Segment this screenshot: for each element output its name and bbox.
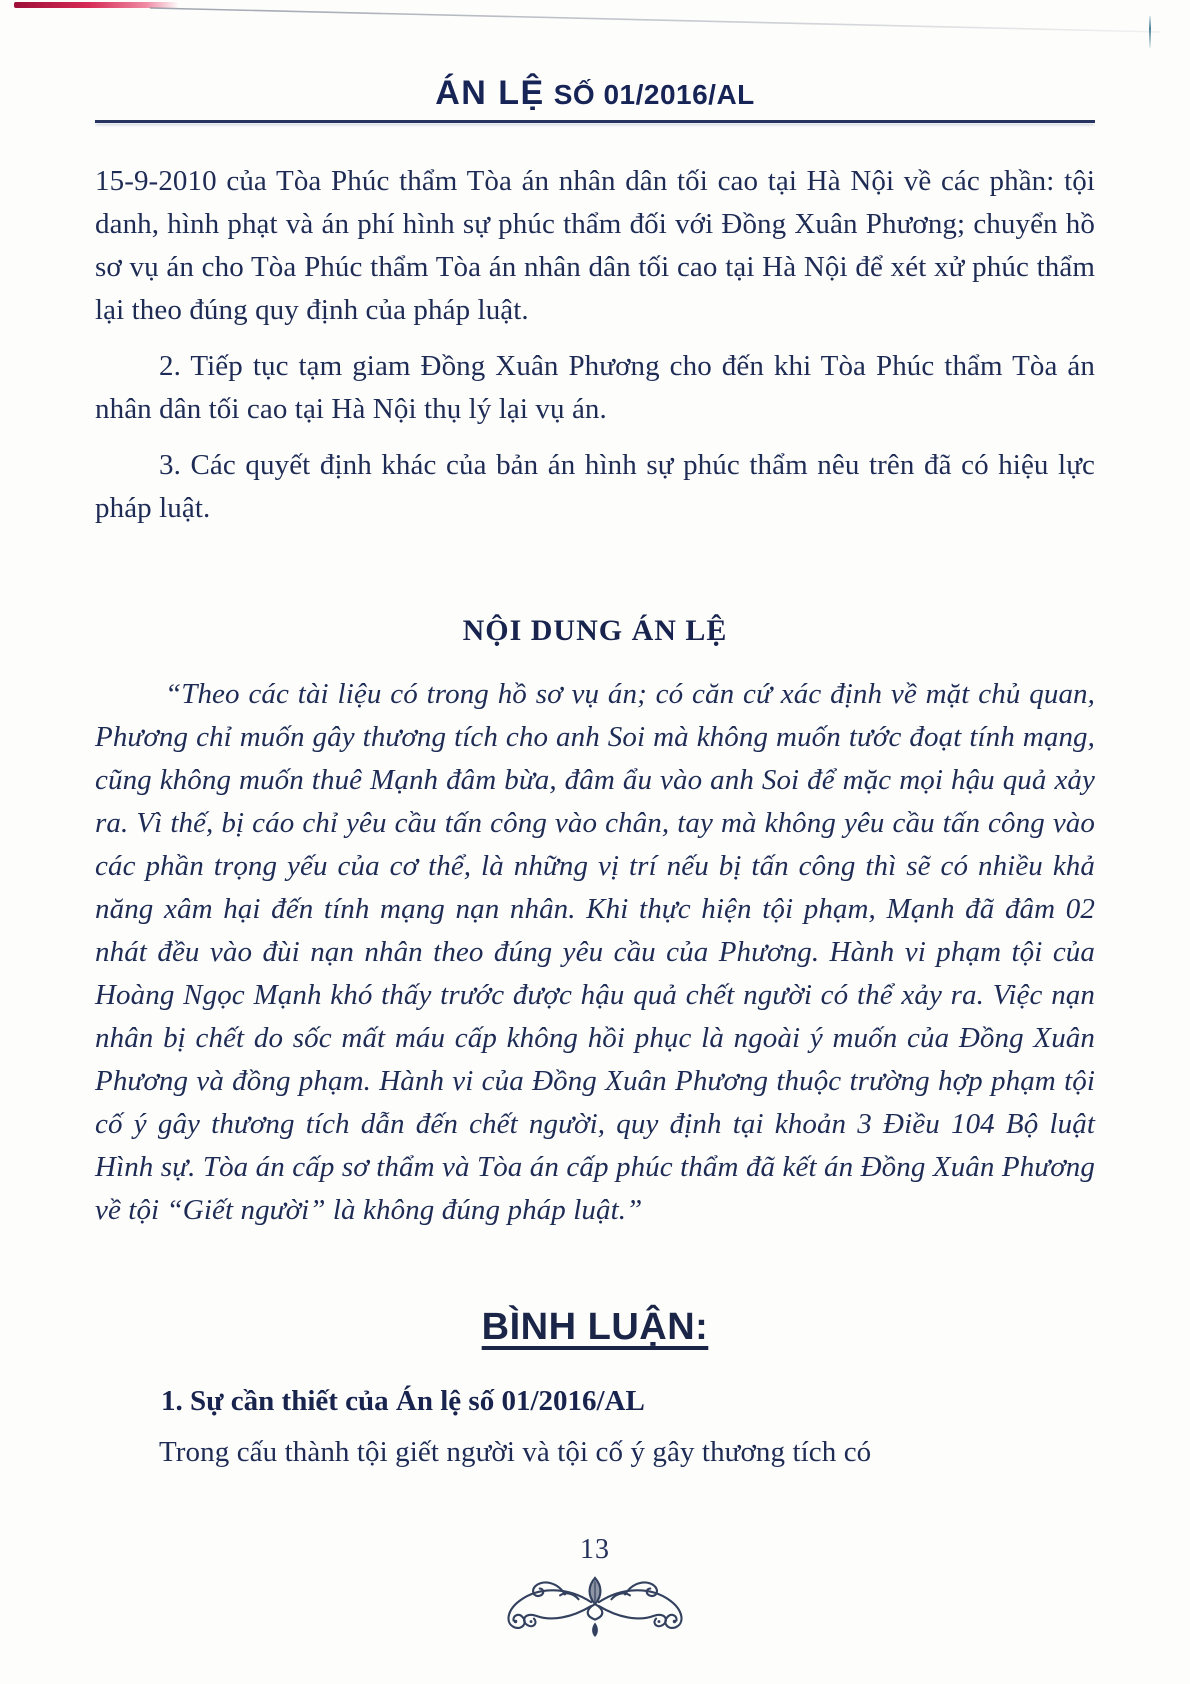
page-footer [0, 1534, 1190, 1642]
header-title-number: SỐ 01/2016/AL [553, 79, 755, 110]
floral-flourish-icon [469, 1572, 721, 1642]
scan-artifact-diagonal-line [0, 0, 1190, 60]
paragraph-decision-2: 2. Tiếp tục tạm giam Đồng Xuân Phương cho đến khi Tòa Phúc thẩm Tòa án nhân dân tối cao tại Hà Nội thụ lý lại vụ án. [95, 350, 1095, 425]
section-heading-binh-luan [95, 1306, 1095, 1349]
header-rule [95, 120, 1095, 123]
binh-luan-label: BÌNH LUẬN: [481, 1306, 709, 1348]
paragraph-continuation: 15-9-2010 của Tòa Phúc thẩm Tòa án nhân dân tối cao tại Hà Nội về các phần: tội danh, hình phạt và án phí hình sự phúc thẩm đối với Đồng Xuân Phương; chuyển hồ sơ vụ án cho Tòa Phúc thẩm Tòa án nhân dân tối cao tại Hà Nội để xét xử phúc thẩm lại theo đúng quy định của pháp luật. [95, 165, 1095, 326]
case-law-quote: “Theo các tài liệu có trong hồ sơ vụ án; có căn cứ xác định về mặt chủ quan, Phương chỉ muốn gây thương tích cho anh Soi mà không muốn tước đoạt tính mạng, cũng không muốn thuê Mạnh đâm bừa, đâm ẩu vào anh Soi để mặc mọi hậu quả xảy ra. Vì thế, bị cáo chỉ yêu cầu tấn công vào chân, tay mà không yêu cầu tấn công vào các phần trọng yếu của cơ thể, là những vị trí nếu bị tấn công thì sẽ có nhiều khả năng xâm hại đến tính mạng nạn nhân. Khi thực hiện tội phạm, Mạnh đã đâm 02 nhát đều vào đùi nạn nhân theo đúng yêu cầu của Phương. Hành vi phạm tội của Hoàng Ngọc Mạnh khó thấy trước được hậu quả chết người có thể xảy ra. Việc nạn nhân bị chết do sốc mất máu cấp không hồi phục là ngoài ý muốn của Đồng Xuân Phương và đồng phạm. Hành vi của Đồng Xuân Phương thuộc trường hợp phạm tội cố ý gây thương tích dẫn đến chết người, quy định tại khoản 3 Điều 104 Bộ luật Hình sự. Tòa án cấp sơ thẩm và Tòa án cấp phúc thẩm đã kết án Đồng Xuân Phương về tội “Giết người” là không đúng pháp luật.” [95, 678, 1095, 1226]
page-number: 13 [580, 1534, 610, 1565]
paragraph-commentary-first: Trong cấu thành tội giết người và tội cố ý gây thương tích có [159, 1436, 872, 1468]
paragraph-decision-3: 3. Các quyết định khác của bản án hình sự phúc thẩm nêu trên đã có hiệu lực pháp luật. [95, 449, 1095, 524]
header-title-main: ÁN LỆ [435, 74, 545, 112]
subsection-heading-1: 1. Sự cần thiết của Án lệ số 01/2016/AL [161, 1385, 645, 1417]
section-heading-noi-dung-an-le: NỘI DUNG ÁN LỆ [462, 614, 728, 647]
scan-artifact-teal-line [1149, 16, 1151, 48]
